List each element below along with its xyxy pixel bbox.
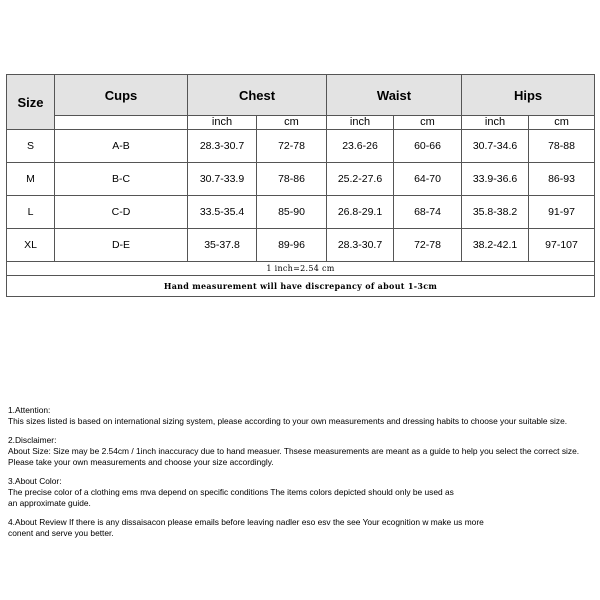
size-cell: S — [7, 130, 55, 163]
cups-cell: A-B — [55, 130, 188, 163]
waist-inch-cell: 23.6-26 — [327, 130, 394, 163]
hips-inch-cell: 38.2-42.1 — [462, 229, 529, 262]
hips-header: Hips — [462, 75, 595, 116]
chest-inch-cell: 30.7-33.9 — [188, 163, 257, 196]
cups-cell: B-C — [55, 163, 188, 196]
chest-cm-cell: 78-86 — [257, 163, 327, 196]
hips-inch-cell: 30.7-34.6 — [462, 130, 529, 163]
cups-cell: C-D — [55, 196, 188, 229]
cups-cell: D-E — [55, 229, 188, 262]
size-cell: L — [7, 196, 55, 229]
table-row — [7, 229, 595, 262]
discrepancy-note: Hand measurement will have discrepancy of about 1-3cm — [7, 276, 595, 297]
chest-header: Chest — [188, 75, 327, 116]
waist-cm-unit: cm — [394, 116, 462, 130]
chest-cm-cell: 72-78 — [257, 130, 327, 163]
note-text: Please take your own measurements and choose your size accordingly. — [8, 457, 274, 467]
note-text: 4.About Review If there is any dissaisacon please emails before leaving nadler eso esv the see Your ecognition w make us more — [8, 517, 484, 527]
note-text: The precise color of a clothing ems mva depend on specific conditions The items colors depicted should only be used as — [8, 487, 454, 497]
table-row — [7, 130, 595, 163]
chest-cm-cell: 85-90 — [257, 196, 327, 229]
size-header: Size — [7, 75, 55, 130]
disclaimer-note — [8, 435, 598, 468]
chest-inch-cell: 28.3-30.7 — [188, 130, 257, 163]
note-text: an approximate guide. — [8, 498, 91, 508]
hips-inch-cell: 35.8-38.2 — [462, 196, 529, 229]
table-row — [7, 196, 595, 229]
waist-inch-cell: 28.3-30.7 — [327, 229, 394, 262]
waist-cm-cell: 64-70 — [394, 163, 462, 196]
discrepancy-note-row — [7, 276, 595, 297]
table-row — [7, 163, 595, 196]
note-heading: 1.Attention: — [8, 405, 51, 415]
cups-unit-cell — [55, 116, 188, 130]
hips-cm-cell: 91-97 — [529, 196, 595, 229]
chest-inch-unit: inch — [188, 116, 257, 130]
note-text: About Size: Size may be 2.54cm / 1inch inaccuracy due to hand measuer. Thsese measurements are meant as a guide to help you select the correct size. — [8, 446, 580, 456]
hips-cm-cell: 78-88 — [529, 130, 595, 163]
review-note — [8, 517, 598, 539]
attention-note — [8, 405, 598, 427]
hips-inch-unit: inch — [462, 116, 529, 130]
note-heading: 2.Disclaimer: — [8, 435, 57, 445]
unit-row — [7, 116, 595, 130]
hips-cm-cell: 97-107 — [529, 229, 595, 262]
waist-cm-cell: 72-78 — [394, 229, 462, 262]
hips-inch-cell: 33.9-36.6 — [462, 163, 529, 196]
note-heading: 3.About Color: — [8, 476, 62, 486]
hips-cm-cell: 86-93 — [529, 163, 595, 196]
size-cell: M — [7, 163, 55, 196]
waist-inch-cell: 26.8-29.1 — [327, 196, 394, 229]
conversion-note-row — [7, 262, 595, 276]
color-note — [8, 476, 598, 509]
chest-inch-cell: 33.5-35.4 — [188, 196, 257, 229]
size-chart-table — [6, 74, 595, 297]
chest-cm-cell: 89-96 — [257, 229, 327, 262]
waist-header: Waist — [327, 75, 462, 116]
note-text: This sizes listed is based on international sizing system, please according to your own measurements and dressing habits to choose your suitable size. — [8, 416, 568, 426]
chest-cm-unit: cm — [257, 116, 327, 130]
waist-cm-cell: 68-74 — [394, 196, 462, 229]
hips-cm-unit: cm — [529, 116, 595, 130]
size-cell: XL — [7, 229, 55, 262]
waist-inch-cell: 25.2-27.6 — [327, 163, 394, 196]
notes-section — [8, 405, 598, 547]
chest-inch-cell: 35-37.8 — [188, 229, 257, 262]
conversion-note: 1 inch=2.54 cm — [7, 262, 595, 276]
header-row — [7, 75, 595, 116]
waist-inch-unit: inch — [327, 116, 394, 130]
cups-header: Cups — [55, 75, 188, 116]
waist-cm-cell: 60-66 — [394, 130, 462, 163]
note-text: conent and serve you better. — [8, 528, 114, 538]
